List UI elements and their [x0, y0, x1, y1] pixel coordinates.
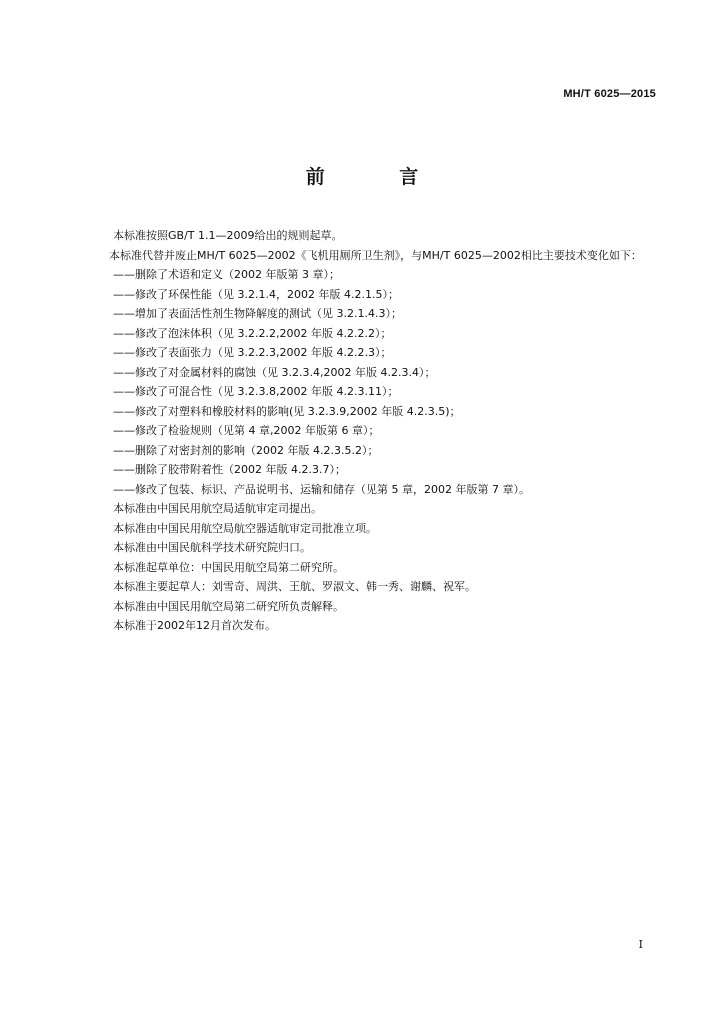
page-number: I — [638, 938, 643, 951]
paragraph-interpretation: 本标准由中国民用航空局第二研究所负责解释。 — [113, 599, 344, 613]
list-item: ——删除了胶带附着性（2002 年版 4.2.3.7）； — [113, 463, 346, 476]
list-item: ——修改了对金属材料的腐蚀（见 3.2.3.4,2002 年版 4.2.3.4）； — [113, 365, 436, 379]
list-item: ——修改了检验规则（见第 4 章,2002 年版第 6 章）； — [113, 424, 380, 437]
paragraph-centralized-by: 本标准由中国民航科学技术研究院归口。 — [113, 541, 311, 554]
paragraph-first-release: 本标准于2002年12月首次发布。 — [113, 619, 276, 632]
paragraph-replacement: 本标准代替并废止MH/T 6025—2002《飞机用厕所卫生剂》，与MH/T 6025—2002相比主要技术变化如下： — [109, 248, 642, 262]
list-item: ——修改了可混合性（见 3.2.3.8,2002 年版 4.2.3.11）； — [113, 385, 399, 398]
changes-list — [92, 265, 662, 499]
list-item: ——修改了对塑料和橡胶材料的影响(见 3.2.3.9,2002 年版 4.2.3.5)； — [113, 404, 461, 418]
foreword-body — [92, 226, 662, 636]
document-code: MH/T 6025—2015 — [563, 88, 656, 100]
list-item: ——删除了术语和定义（2002 年版第 3 章）； — [113, 268, 340, 281]
paragraph-drafting-rules: 本标准按照GB/T 1.1—2009给出的规则起草。 — [113, 229, 343, 242]
list-item: ——增加了表面活性剂生物降解度的测试（见 3.2.1.4.3）； — [113, 307, 402, 320]
paragraph-proposer: 本标准由中国民用航空局适航审定司提出。 — [113, 502, 322, 515]
paragraph-drafting-unit: 本标准起草单位：中国民用航空局第二研究所。 — [113, 560, 344, 574]
list-item: ——删除了对密封剂的影响（2002 年版 4.2.3.5.2）； — [113, 443, 379, 457]
paragraph-drafters: 本标准主要起草人：刘雪奇、周洪、王航、罗淑文、韩一秀、谢麟、祝军。 — [113, 580, 476, 593]
paragraph-approver: 本标准由中国民用航空局航空器适航审定司批准立项。 — [113, 521, 377, 535]
list-item: ——修改了表面张力（见 3.2.2.3,2002 年版 4.2.2.3）； — [113, 346, 392, 359]
list-item: ——修改了环保性能（见 3.2.1.4，2002 年版 4.2.1.5）； — [113, 287, 399, 301]
list-item: ——修改了包装、标识、产品说明书、运输和储存（见第 5 章，2002 年版第 7 章）。 — [113, 482, 530, 496]
list-item: ——修改了泡沫体积（见 3.2.2.2,2002 年版 4.2.2.2）； — [113, 326, 392, 340]
page-title: 前 言 — [305, 166, 453, 188]
